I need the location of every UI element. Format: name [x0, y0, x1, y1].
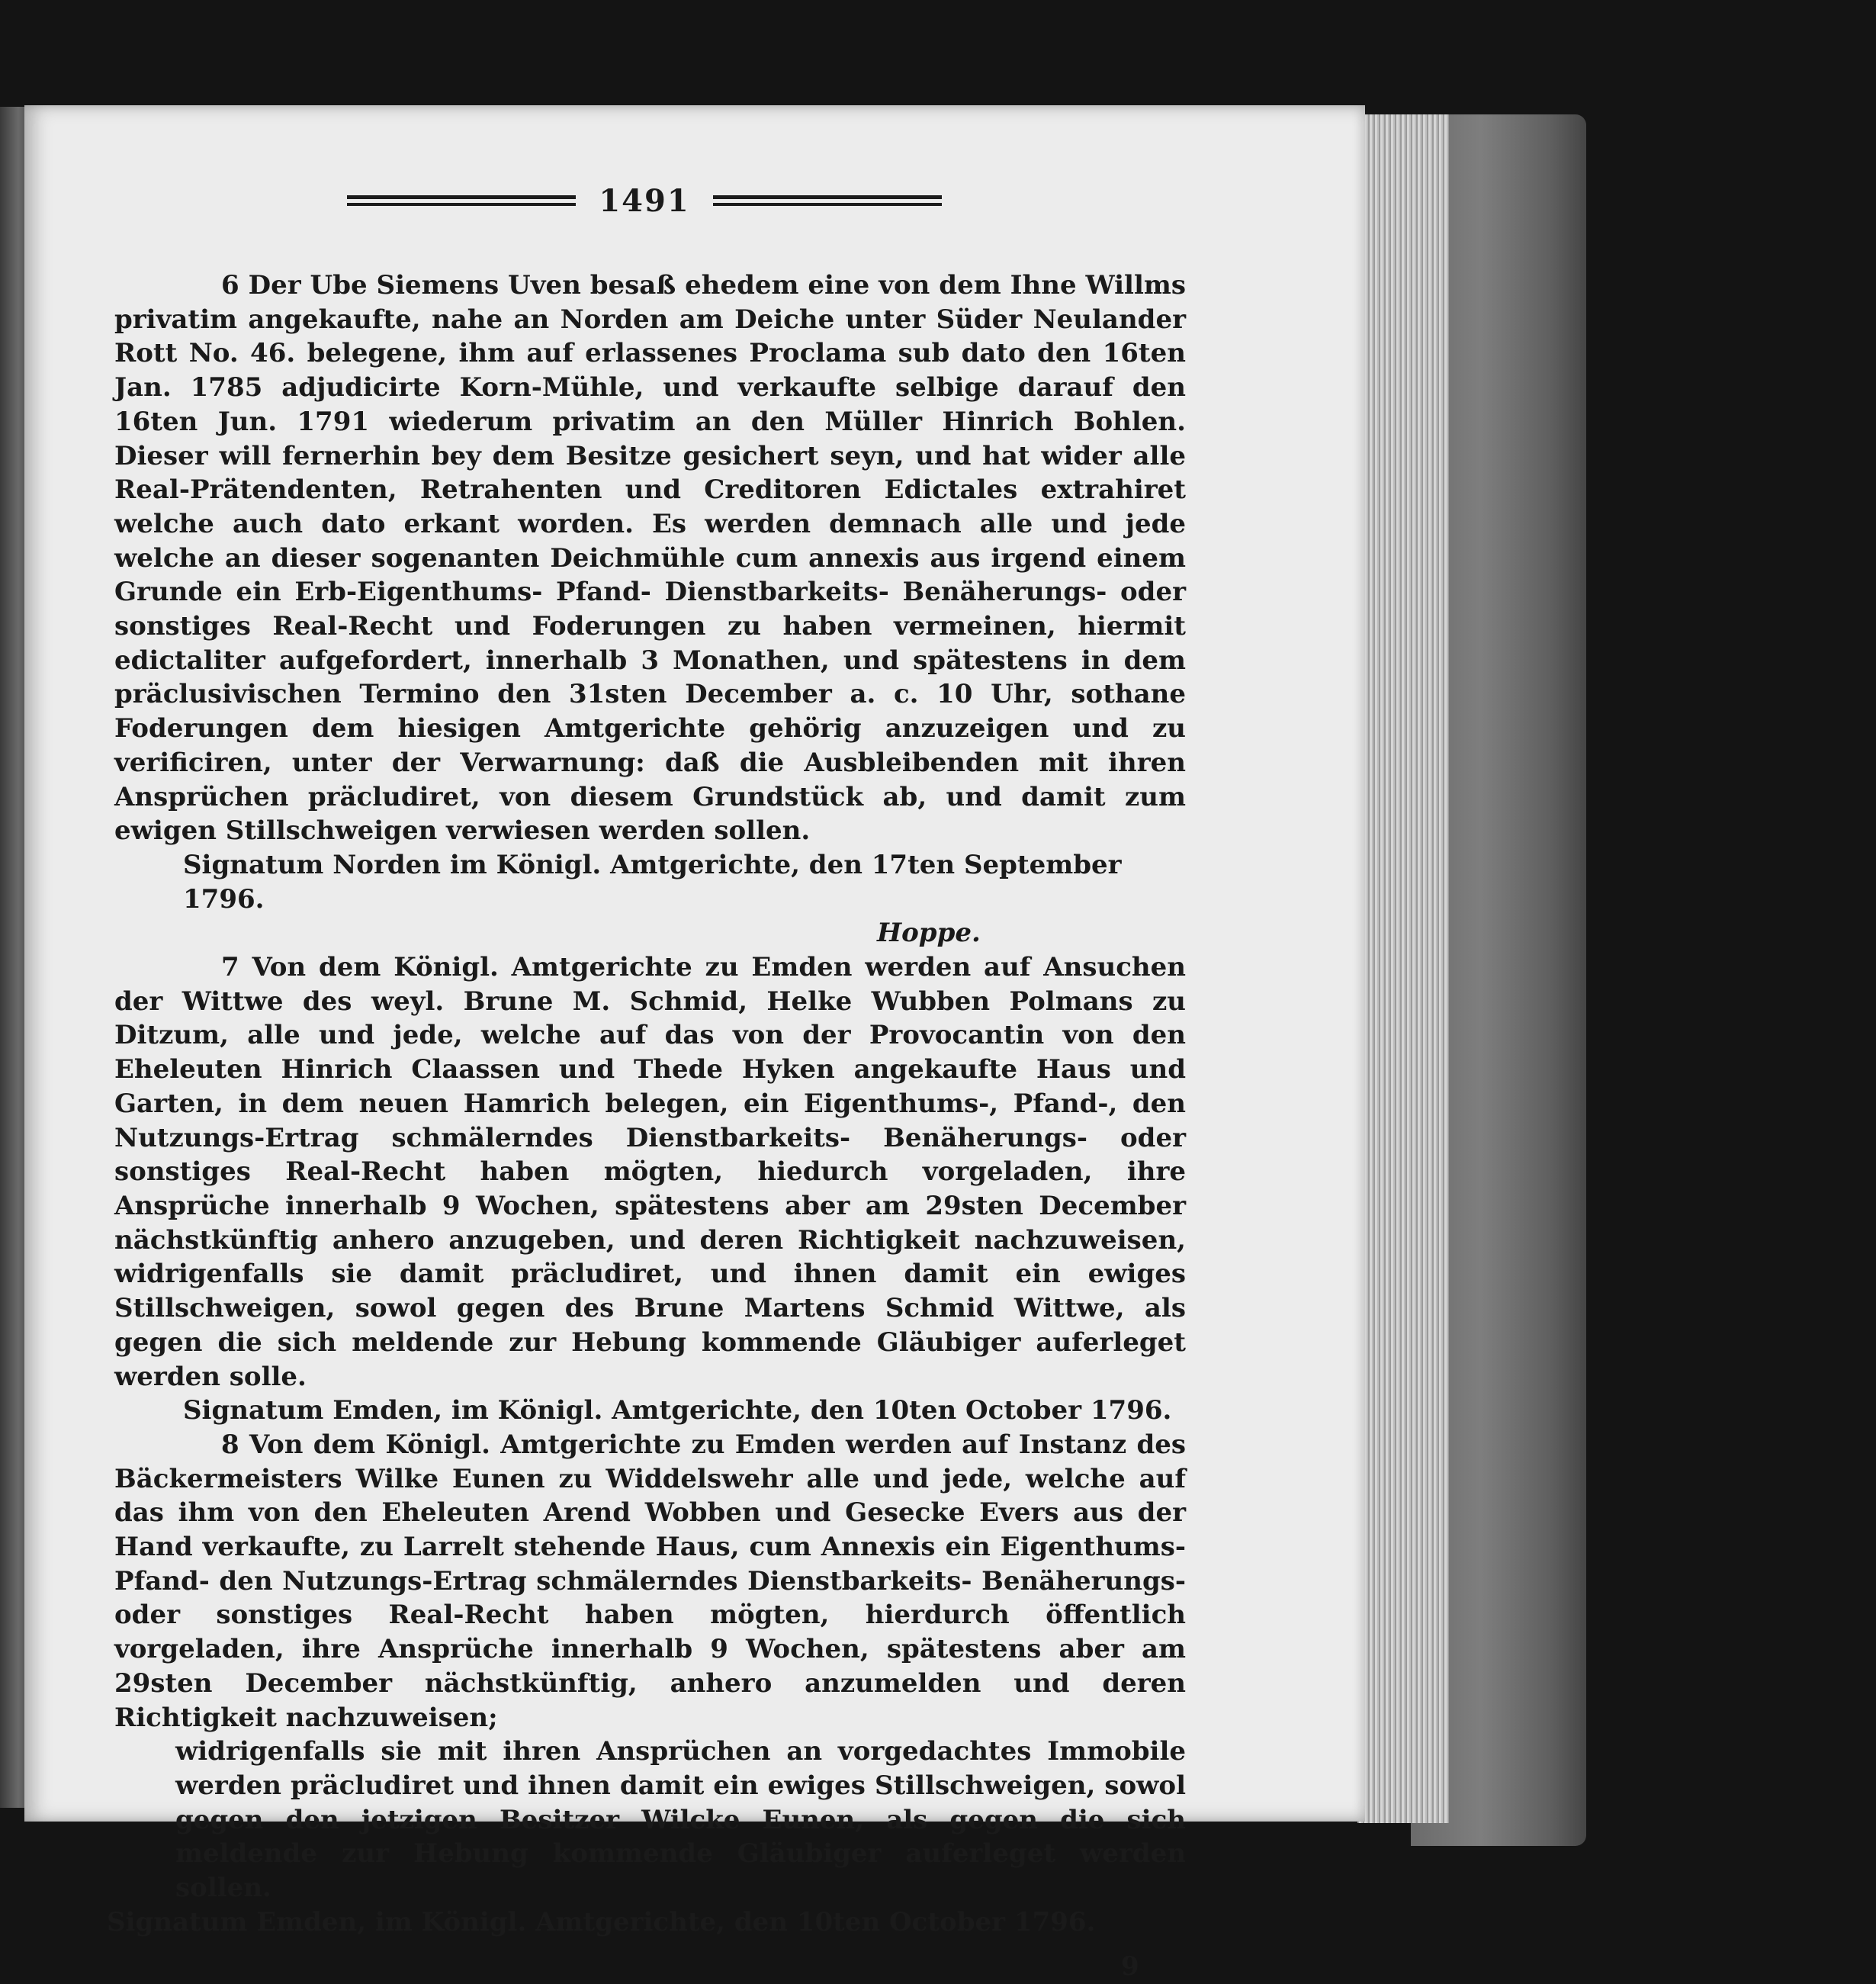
- entry-6-signer: Hoppe.: [877, 918, 981, 949]
- entry-7-text: 7 Von dem Königl. Amtgerichte zu Emden werden auf Ansuchen der Wittwe des weyl. Brune M. Schmid, Helke Wubben Polmans zu Ditzum, alle und jede, welche auf das von der Provocantin von den Eheleuten Hinrich Claassen und Thede Hyken angekaufte Haus und Garten, in dem neuen Hamrich belegen, ein Eigenthums-, Pfand-, den Nutzungs-Ertrag schmälerndes Dienstbarkeits- Benäherungs- oder sonstiges Real-Recht haben mögten, hiedurch vorgeladen, ihre Ansprüche innerhalb 9 Wochen, spätestens aber am 29sten December nächstkünftig anhero anzugeben, und deren Richtigkeit nachzuweisen, widrigenfalls sie damit präcludiret, und ihnen damit ein ewiges Stillschweigen, sowol gegen des Brune Martens Schmid Wittwe, als gegen die sich meldende zur Hebung kommende Gläubiger auferleget werden solle.: [114, 952, 1186, 1392]
- page-number: 1491: [599, 182, 690, 219]
- catchword: 9: [1121, 1951, 1139, 1982]
- page-body: [107, 268, 1186, 1984]
- page-header: [347, 182, 942, 220]
- header-rule-right: [713, 195, 942, 206]
- entry-7-signature: Signatum Emden, im Königl. Amtgerichte, den 10ten October 1796.: [183, 1395, 1172, 1426]
- header-rule-left: [347, 195, 576, 206]
- page-edges: [1357, 114, 1449, 1823]
- entry-8-subtext: widrigenfalls sie mit ihren Ansprüchen an vorgedachtes Immobile werden präcludiret und ihnen damit ein ewiges Stillschweigen, sowol gegen den jetzigen Besitzer Wilcke Eunen, als gegen die sich meldende zur Hebung kommende Gläubiger auferleget werden sollen.: [175, 1736, 1186, 1904]
- entry-8-signature: Signatum Emden, im Königl. Amtgerichte, den 10ten October 1796.: [107, 1906, 1096, 1937]
- entry-8-text: 8 Von dem Königl. Amtgerichte zu Emden werden auf Instanz des Bäckermeisters Wilke Eunen zu Widdelswehr alle und jede, welche auf das ihm von den Eheleuten Arend Wobben und Gesecke Evers aus der Hand verkaufte, zu Larrelt stehende Haus, cum Annexis ein Eigenthums- Pfand- den Nutzungs-Ertrag schmälerndes Dienstbarkeits- Benäherungs- oder sonstiges Real-Recht haben mögten, hierdurch öffentlich vorgeladen, ihre Ansprüche innerhalb 9 Wochen, spätestens aber am 29sten December nächstkünftig, anhero anzumelden und deren Richtigkeit nachzuweisen;: [114, 1429, 1186, 1733]
- entry-6-signature: Signatum Norden im Königl. Amtgerichte, den 17ten September 1796.: [183, 849, 1122, 915]
- entry-6-text: 6 Der Ube Siemens Uven besaß ehedem eine von dem Ihne Willms privatim angekaufte, nahe an Norden am Deiche unter Süder Neulander Rott No. 46. belegene, ihm auf erlassenes Proclama sub dato den 16ten Jan. 1785 adjudicirte Korn-Mühle, und verkaufte selbige darauf den 16ten Jun. 1791 wiederum privatim an den Müller Hinrich Bohlen. Dieser will fernerhin bey dem Besitze gesichert seyn, und hat wider alle Real-Prätendenten, Retrahenten und Creditoren Edictales extrahiret welche auch dato erkant worden. Es werden demnach alle und jede welche an dieser sogenanten Deichmühle cum annexis aus irgend einem Grunde ein Erb-Eigenthums- Pfand- Dienstbarkeits- Benäherungs- oder sonstiges Real-Recht und Foderungen zu haben vermeinen, hiermit edictaliter aufgefordert, innerhalb 3 Monathen, und spätestens in dem präclusivischen Termino den 31sten December a. c. 10 Uhr, sothane Foderungen dem hiesigen Amtgerichte gehörig anzuzeigen und zu verificiren, unter der Verwarnung: daß die Ausbleibenden mit ihren Ansprüchen präcludiret, von diesem Grundstück ab, und damit zum ewigen Stillschweigen verwiesen werden sollen.: [114, 270, 1186, 847]
